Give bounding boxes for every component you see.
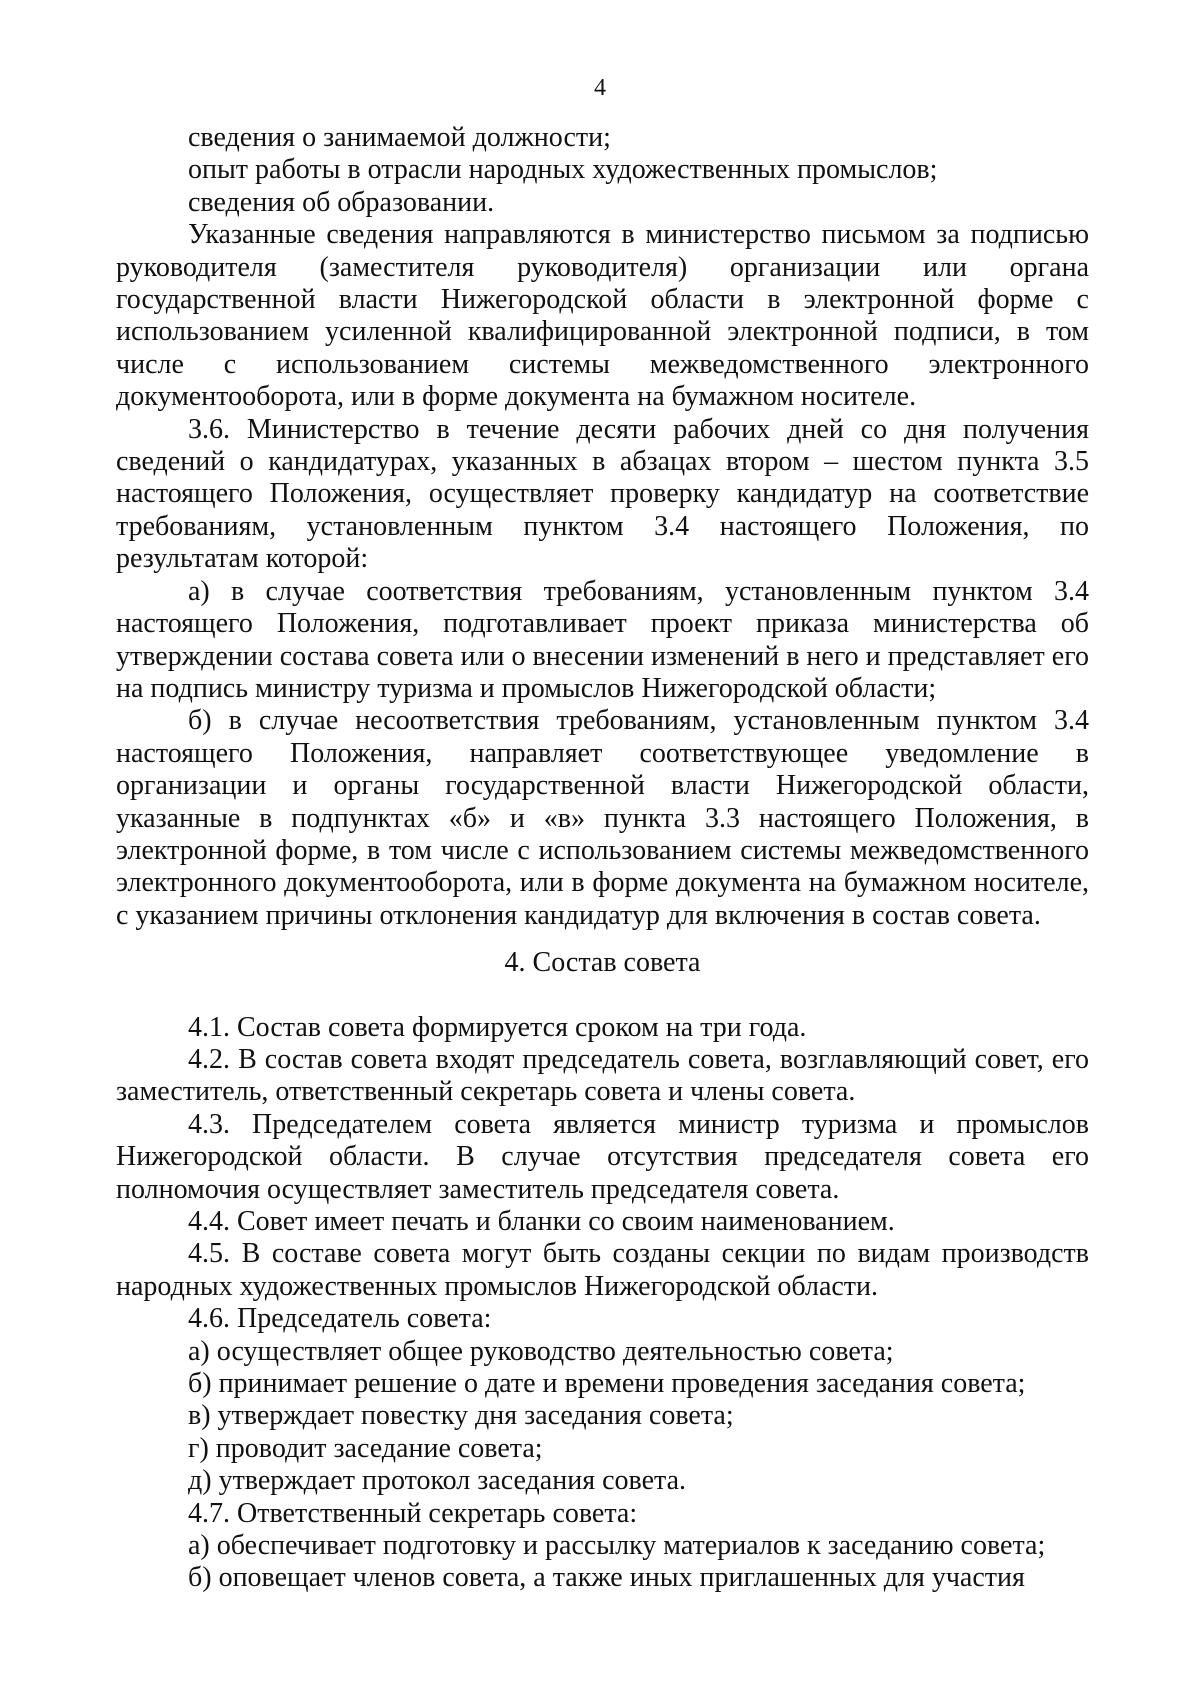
paragraph-clause-3-6-b: б) в случае несоответствия требованиям, установленным пунктом 3.4 настоящего Положения, направляет соответствующее уведомление в организации и органы государственной власти Нижегородской области, указанные в подпунктах «б» и «в» пункта 3.3 настоящего Положения, в электронной форме, в том числе с использованием системы межведомственного электронного документооборота, или в форме документа на бумажном носителе, с указанием причины отклонения кандидатур для включения в состав совета.: [116, 705, 1089, 931]
paragraph-clause-3-6: 3.6. Министерство в течение десяти рабочих дней со дня получения сведений о кандидатурах, указанных в абзацах втором – шестом пункта 3.5 настоящего Положения, осуществляет проверку кандидатур на соответствие требованиям, установленным пунктом 3.4 настоящего Положения, по результатам которой:: [116, 413, 1089, 575]
page-number: 4: [594, 75, 606, 101]
paragraph-clause-4-5: 4.5. В составе совета могут быть созданы секции по видам производств народных художественных промыслов Нижегородской области.: [116, 1238, 1089, 1302]
paragraph-clause-4-7-a: а) обеспечивает подготовку и рассылку материалов к заседанию совета;: [188, 1530, 1046, 1562]
paragraph-work-experience: опыт работы в отрасли народных художественных промыслов;: [188, 154, 938, 186]
paragraph-clause-4-7: 4.7. Ответственный секретарь совета:: [188, 1497, 638, 1529]
paragraph-clause-4-3: 4.3. Председателем совета является министр туризма и промыслов Нижегородской области. В случае отсутствия председателя совета его полномочия осуществляет заместитель председателя совета.: [116, 1108, 1089, 1205]
paragraph-clause-4-1: 4.1. Состав совета формируется сроком на три года.: [188, 1011, 807, 1043]
paragraph-clause-3-6-a: а) в случае соответствия требованиям, установленным пунктом 3.4 настоящего Положения, подготавливает проект приказа министерства об утверждении состава совета или о внесении изменений в него и представляет его на подпись министру туризма и промыслов Нижегородской области;: [116, 575, 1089, 704]
section-heading: 4. Состав совета: [504, 947, 701, 979]
paragraph-clause-4-6-b: б) принимает решение о дате и времени проведения заседания совета;: [188, 1368, 1026, 1400]
section-spacer-top: [116, 932, 1089, 947]
paragraph-education-info: сведения об образовании.: [188, 186, 495, 218]
paragraph-clause-4-4: 4.4. Совет имеет печать и бланки со своим наименованием.: [188, 1206, 895, 1237]
paragraph-clause-4-2: 4.2. В состав совета входят председатель совета, возглавляющий совет, его заместитель, ответственный секретарь совета и члены совета.: [116, 1043, 1089, 1108]
paragraph-position-info: сведения о занимаемой должности;: [188, 122, 611, 153]
paragraph-submission-method: Указанные сведения направляются в министерство письмом за подписью руководителя (заместителя руководителя) организации или органа государственной власти Нижегородской области в электронной форме с использованием усиленной квалифицированной электронной подписи, в том числе с использованием системы межведомственного электронного документооборота, или в форме документа на бумажном носителе.: [116, 219, 1089, 413]
paragraph-clause-4-7-b: б) оповещает членов совета, а также иных приглашенных для участия: [188, 1562, 1025, 1594]
paragraph-clause-4-6-e: д) утверждает протокол заседания совета.: [188, 1465, 686, 1497]
paragraph-clause-4-6-c: в) утверждает повестку дня заседания совета;: [188, 1400, 734, 1432]
section-spacer-bottom: [116, 980, 1089, 1012]
paragraph-clause-4-6: 4.6. Председатель совета:: [188, 1303, 492, 1335]
paragraph-clause-4-6-d: г) проводит заседание совета;: [188, 1432, 543, 1464]
paragraph-clause-4-6-a: а) осуществляет общее руководство деятельностью совета;: [188, 1335, 894, 1367]
document-body: [116, 122, 1089, 1595]
